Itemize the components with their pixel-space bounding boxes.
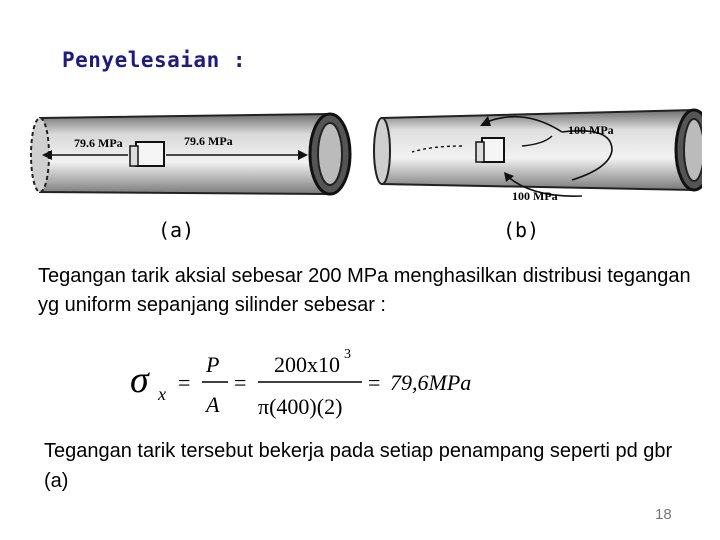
sigma-subscript: x — [158, 384, 166, 404]
sigma-symbol: σ — [130, 359, 149, 401]
figure-b-cylinder — [372, 106, 702, 206]
result-value: 79,6MPa — [390, 370, 472, 395]
paragraph-2: Tegangan tarik tersebut bekerja pada setiap penampang seperti pd gbr (a) — [44, 440, 673, 492]
stress-label-bottom: 100 MPa — [512, 189, 558, 203]
equals-1: = — [178, 370, 191, 395]
paragraph-1: Tegangan tarik aksial sebesar 200 MPa menghasilkan distribusi tegangan yg uniform sepanjang silinder sebesar : — [38, 265, 691, 316]
stress-label-left: 79.6 MPa — [74, 136, 123, 150]
equals-3: = — [368, 370, 381, 395]
stress-label-right: 79.6 MPa — [184, 134, 233, 148]
fraction-2-exponent: 3 — [344, 347, 351, 362]
page-number: 18 — [655, 506, 672, 523]
fraction-2-denominator: π(400)(2) — [258, 394, 343, 419]
stress-equation — [128, 340, 508, 424]
fraction-1-denominator: A — [206, 392, 220, 417]
fraction-1-numerator: P — [206, 352, 220, 377]
figure-b-caption: (b) — [503, 218, 540, 242]
figure-a-cylinder — [28, 108, 358, 200]
stress-label-top: 100 MPa — [568, 123, 614, 137]
fraction-2-numerator: 200x10 — [274, 352, 340, 377]
equals-2: = — [234, 370, 247, 395]
figure-a-caption: (a) — [158, 218, 195, 242]
slide-title: Penyelesaian : — [62, 48, 247, 72]
